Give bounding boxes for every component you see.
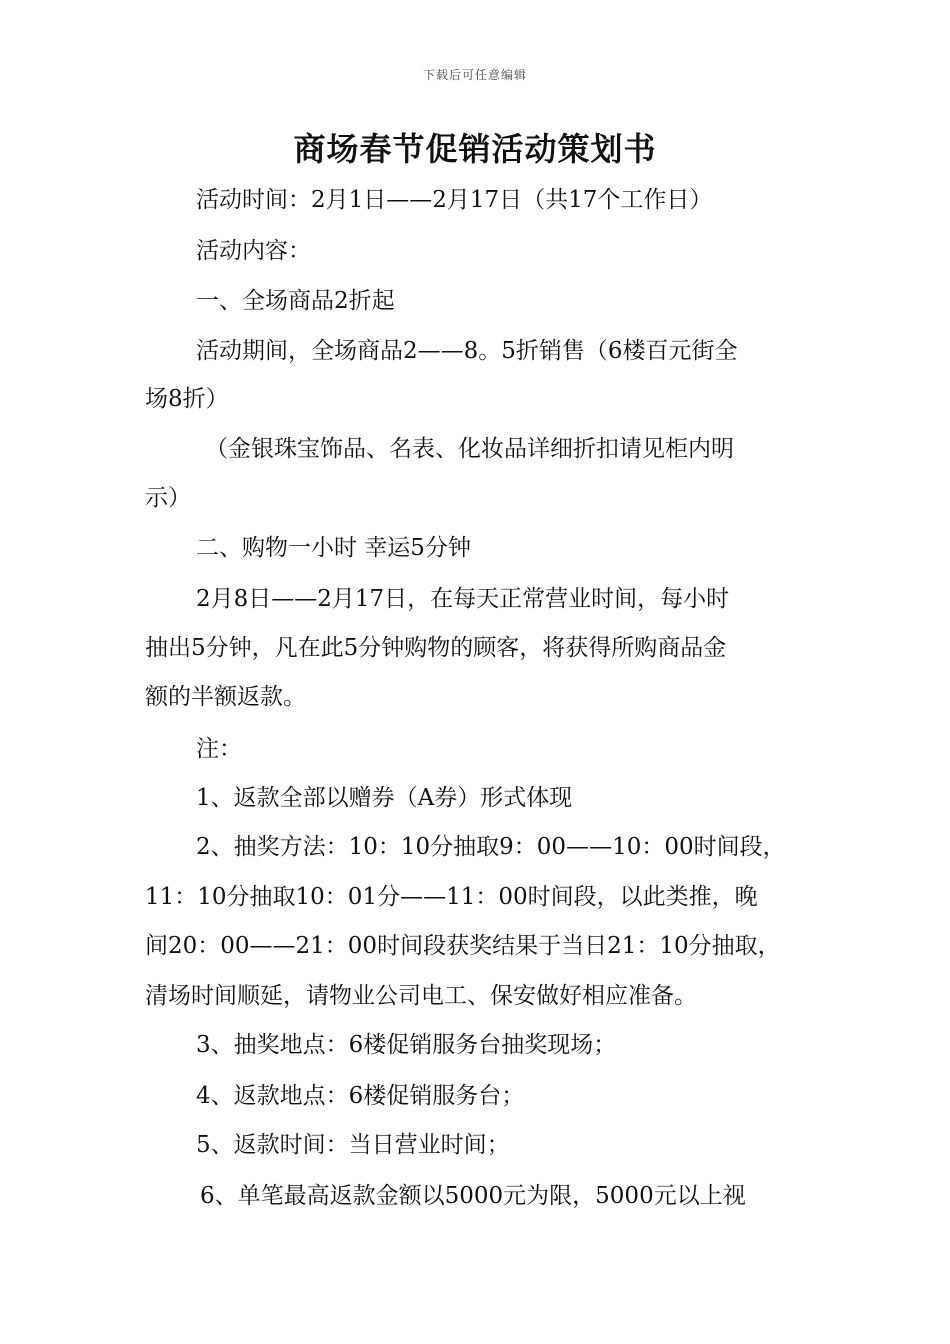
section-heading-discount: 一、全场商品2折起: [196, 288, 395, 314]
note-item: 5、返款时间：当日营业时间；: [196, 1132, 510, 1158]
note-item: 4、返款地点：6楼促销服务台；: [196, 1083, 525, 1109]
paragraph-line: 2月8日——2月17日，在每天正常营业时间，每小时: [196, 586, 730, 612]
note-item: 1、返款全部以赠券（A券）形式体现: [196, 785, 573, 811]
page-title: 商场春节促销活动策划书: [293, 130, 657, 168]
paragraph-line: 额的半额返款。: [145, 684, 306, 710]
note-item: 6、单笔最高返款金额以5000元为限，5000元以上视: [200, 1183, 746, 1209]
paragraph-line: 示）: [145, 485, 191, 511]
paragraph-line-activity-content: 活动内容：: [196, 238, 311, 264]
paragraph-line: 清场时间顺延，请物业公司电工、保安做好相应准备。: [145, 983, 697, 1009]
note-item: 3、抽奖地点：6楼促销服务台抽奖现场；: [196, 1032, 617, 1058]
paragraph-line: 活动期间，全场商品2——8。5折销售（6楼百元街全: [196, 338, 738, 364]
note-item: 2、抽奖方法：10：10分抽取9：00——10：00时间段，: [196, 834, 786, 860]
header-note: 下载后可任意编辑: [422, 68, 527, 82]
paragraph-line: 间20：00——21：00时间段获奖结果于当日21：10分抽取，: [145, 933, 781, 959]
paragraph-line: 场8折）: [145, 386, 229, 412]
paragraph-line: 抽出5分钟，凡在此5分钟购物的顾客，将获得所购商品金: [145, 635, 727, 661]
paragraph-line: 11：10分抽取10：01分——11：00时间段，以此类推，晚: [145, 884, 758, 910]
paragraph-line-activity-time: 活动时间：2月1日——2月17日（共17个工作日）: [196, 187, 713, 213]
note-heading: 注：: [196, 736, 242, 762]
section-heading-lucky-minutes: 二、购物一小时 幸运5分钟: [196, 535, 471, 561]
paragraph-line: （金银珠宝饰品、名表、化妆品详细折扣请见柜内明: [205, 436, 734, 462]
